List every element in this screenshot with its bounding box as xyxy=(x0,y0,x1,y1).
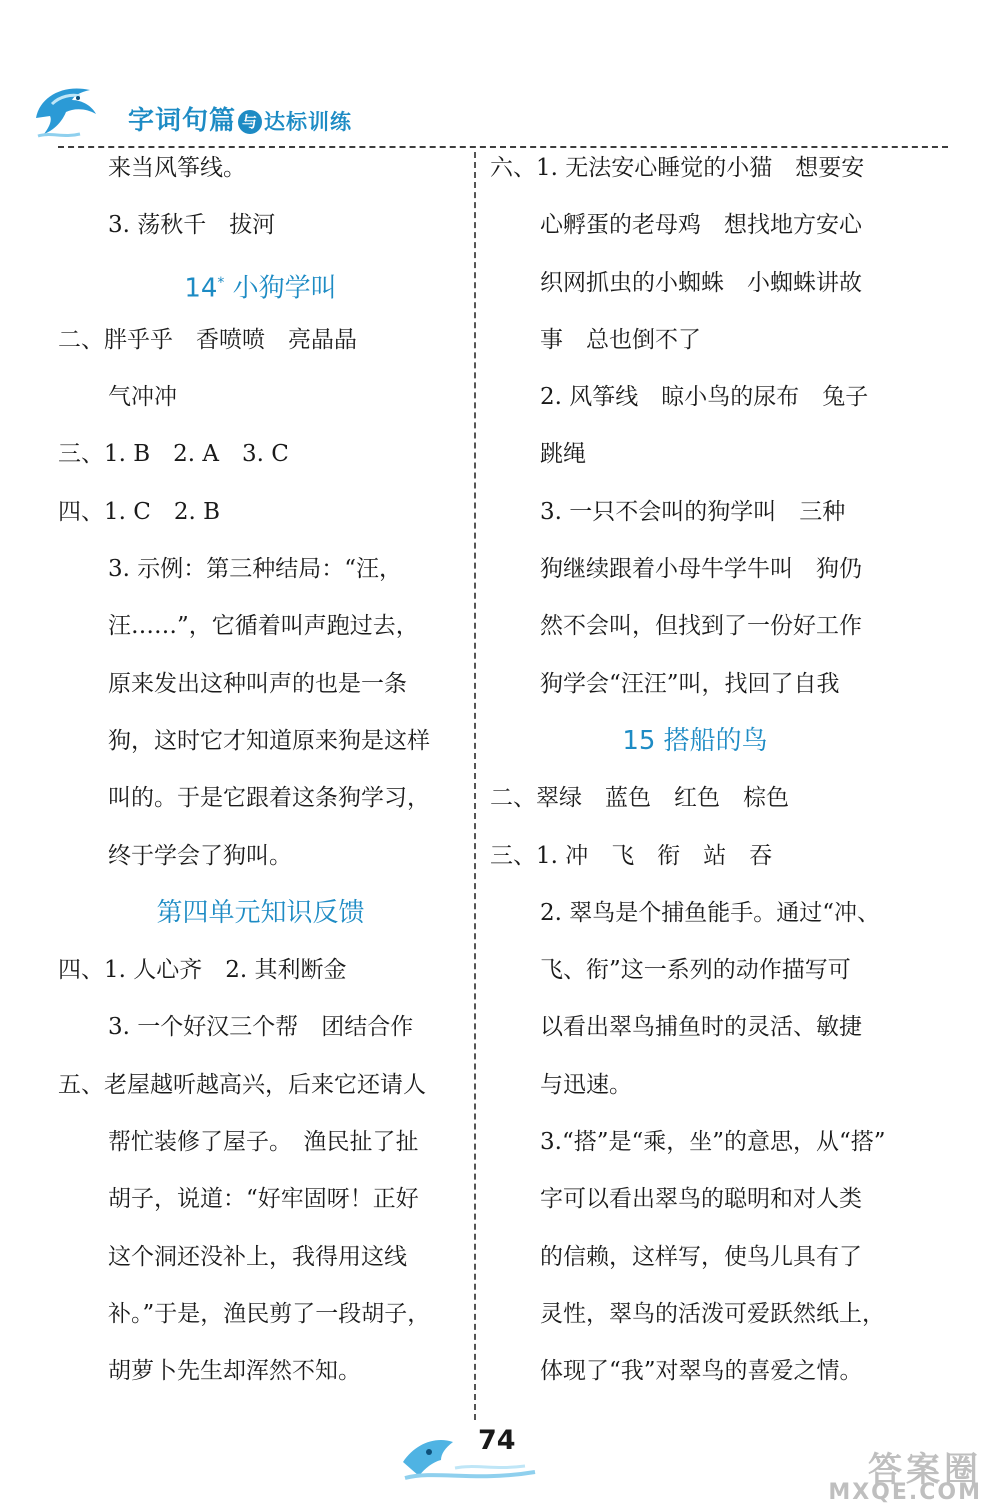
answer-line: 字可以看出翠鸟的聪明和对人类 xyxy=(540,1186,862,1213)
answer-line: 四、1. C 2. B xyxy=(58,498,221,525)
answer-line: 原来发出这种叫声的也是一条 xyxy=(108,670,407,697)
answer-line: 这个洞还没补上，我得用这线 xyxy=(108,1243,407,1270)
answer-line: 汪……”，它循着叫声跑过去， xyxy=(108,613,419,640)
answer-line: 五、老屋越听越高兴，后来它还请人 xyxy=(58,1071,426,1098)
dolphin-footer-icon xyxy=(395,1418,545,1488)
right-column xyxy=(490,140,900,1401)
answer-line: 的信赖，这样写，使鸟儿具有了 xyxy=(540,1243,862,1270)
answer-line: 胡萝卜先生却浑然不知。 xyxy=(108,1358,361,1385)
column-divider xyxy=(474,152,476,1420)
watermark-text: 答案圈 xyxy=(868,1450,982,1490)
answer-line: 跳绳 xyxy=(540,441,586,468)
answer-line: 3. 一个好汉三个帮 团结合作 xyxy=(108,1014,414,1041)
answer-line: 2. 翠鸟是个捕鱼能手。通过“冲、 xyxy=(540,899,881,926)
section-heading-14 xyxy=(58,255,463,312)
left-column xyxy=(58,140,463,1401)
title-main: 字词句篇 xyxy=(128,106,237,136)
answer-line: 气冲冲 xyxy=(108,384,177,411)
answer-line: 事 总也倒不了 xyxy=(540,326,701,353)
answer-line: 三、1. 冲 飞 衔 站 吞 xyxy=(490,842,773,869)
watermark xyxy=(740,1442,990,1506)
title-sub: 达标训练 xyxy=(264,109,353,134)
answer-line: 3.“搭”是“乘，坐”的意思，从“搭” xyxy=(540,1129,886,1156)
answer-line: 3. 一只不会叫的狗学叫 三种 xyxy=(540,498,846,525)
section-number: 14 xyxy=(184,273,218,304)
answer-line: 四、1. 人心齐 2. 其利断金 xyxy=(58,957,347,984)
watermark-url: MXQE.COM xyxy=(828,1480,982,1505)
page-number: 74 xyxy=(478,1425,516,1456)
answer-line: 然不会叫，但找到了一份好工作 xyxy=(540,613,862,640)
answer-line: 三、1. B 2. A 3. C xyxy=(58,441,289,468)
section-heading-unit4: 第四单元知识反馈 xyxy=(156,897,365,928)
answer-line: 二、胖乎乎 香喷喷 亮晶晶 xyxy=(58,326,357,353)
answer-line: 心孵蛋的老母鸡 想找地方安心 xyxy=(540,212,862,239)
book-series-title xyxy=(128,100,352,137)
answer-line: 以看出翠鸟捕鱼时的灵活、敏捷 xyxy=(540,1014,862,1041)
answer-line: 织网抓虫的小蜘蛛 小蜘蛛讲故 xyxy=(540,269,862,296)
section-title: 小狗学叫 xyxy=(232,273,337,304)
answer-line: 与迅速。 xyxy=(540,1071,632,1098)
answer-line: 帮忙装修了屋子。 渔民扯了扯 xyxy=(108,1129,419,1156)
answer-line: 终于学会了狗叫。 xyxy=(108,842,292,869)
section-mark: * xyxy=(217,274,225,291)
dolphin-logo-icon xyxy=(30,78,108,142)
page-header xyxy=(20,78,980,148)
answer-line: 二、翠绿 蓝色 红色 棕色 xyxy=(490,785,789,812)
answer-line: 2. 风筝线 晾小鸟的尿布 兔子 xyxy=(540,384,869,411)
answer-line: 狗，这时它才知道原来狗是这样 xyxy=(108,727,430,754)
section-heading-15: 15 搭船的鸟 xyxy=(622,725,768,756)
answer-line: 3. 示例：第三种结局：“汪， xyxy=(108,556,403,583)
answer-line: 飞、衔”这一系列的动作描写可 xyxy=(540,957,851,984)
answer-line: 叫的。于是它跟着这条狗学习， xyxy=(108,785,430,812)
answer-line: 六、1. 无法安心睡觉的小猫 想要安 xyxy=(490,155,865,181)
answer-line: 胡子，说道：“好牢固呀！正好 xyxy=(108,1186,419,1213)
title-badge: 与 xyxy=(238,110,262,134)
answer-line: 3. 荡秋千 拔河 xyxy=(108,212,276,239)
answer-line: 来当风筝线。 xyxy=(108,155,246,181)
answer-line: 灵性，翠鸟的活泼可爱跃然纸上， xyxy=(540,1300,885,1327)
answer-line: 狗继续跟着小母牛学牛叫 狗仍 xyxy=(540,556,862,583)
answer-line: 补。”于是，渔民剪了一段胡子， xyxy=(108,1300,431,1327)
answer-line: 狗学会“汪汪”叫，找回了自我 xyxy=(540,670,840,697)
answer-line: 体现了“我”对翠鸟的喜爱之情。 xyxy=(540,1358,863,1385)
